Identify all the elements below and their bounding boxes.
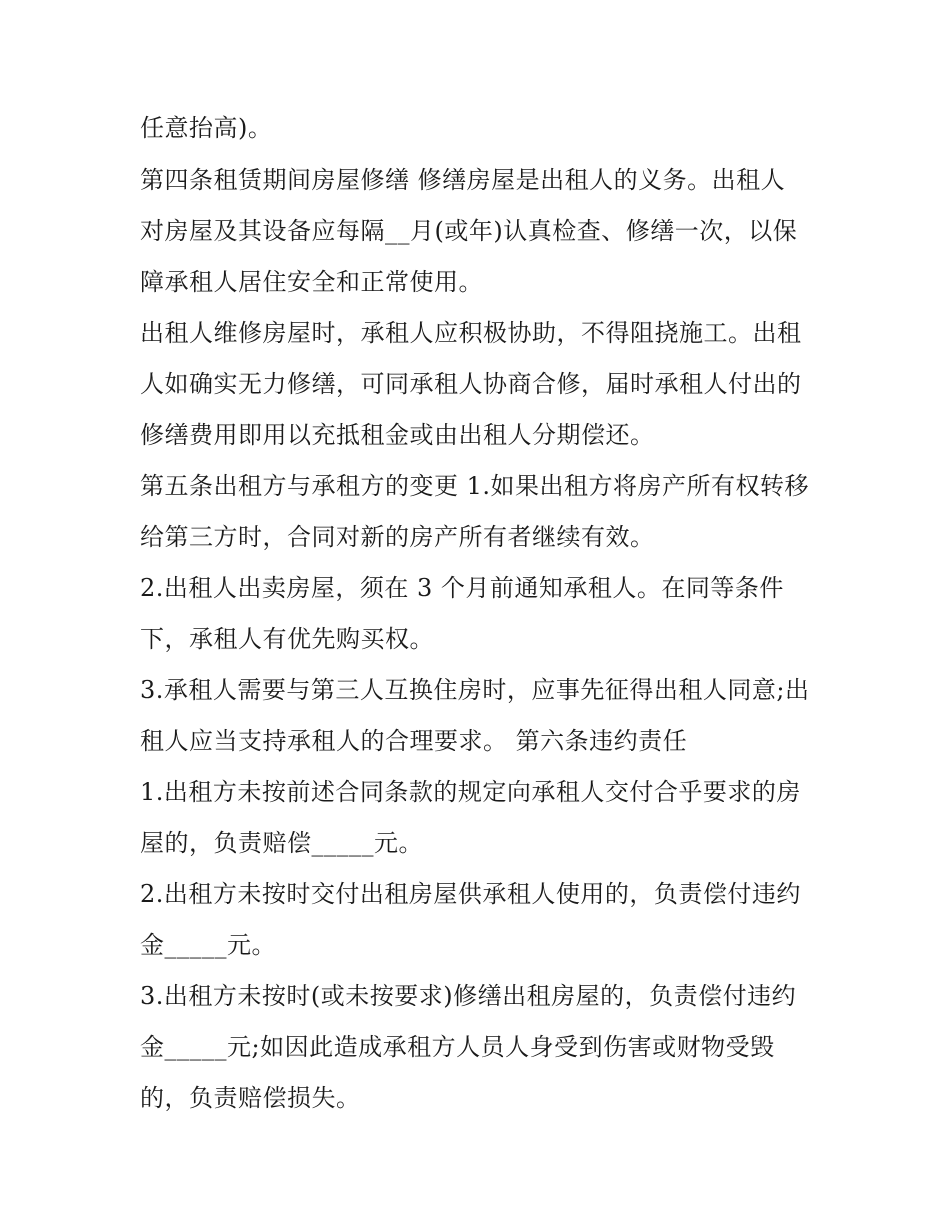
text-line: 金_____元。 bbox=[140, 931, 276, 959]
text-line: 任意抬高)。 bbox=[140, 114, 273, 142]
text-line: 屋的，负责赔偿_____元。 bbox=[140, 829, 423, 857]
text-line: 金_____元;如因此造成承租方人员人身受到伤害或财物受毁 bbox=[140, 1033, 775, 1061]
text-line: 租人应当支持承租人的合理要求。 第六条违约责任 bbox=[140, 727, 688, 755]
text-line: 3.出租方未按时(或未按要求)修缮出租房屋的，负责偿付违约 bbox=[140, 982, 797, 1010]
text-line: 出租人维修房屋时，承租人应积极协助，不得阻挠施工。出租 bbox=[140, 319, 802, 347]
text-line: 2.出租方未按时交付出租房屋供承租人使用的，负责偿付违约 bbox=[140, 880, 801, 908]
text-line: 对房屋及其设备应每隔__月(或年)认真检查、修缮一次，以保 bbox=[140, 217, 798, 245]
text-line: 的，负责赔偿损失。 bbox=[140, 1084, 361, 1112]
text-line: 人如确实无力修缮，可同承租人协商合修，届时承租人付出的 bbox=[140, 370, 802, 398]
text-line: 第四条租赁期间房屋修缮 修缮房屋是出租人的义务。出租人 bbox=[140, 166, 786, 194]
text-line: 给第三方时，合同对新的房产所有者继续有效。 bbox=[140, 523, 655, 551]
text-line: 3.承租人需要与第三人互换住房时，应事先征得出租人同意;出 bbox=[140, 676, 810, 704]
text-line: 下，承租人有优先购买权。 bbox=[140, 625, 434, 653]
text-line: 障承租人居住安全和正常使用。 bbox=[140, 268, 483, 296]
text-line: 第五条出租方与承租方的变更 1.如果出租方将房产所有权转移 bbox=[140, 472, 810, 500]
text-line: 2.出租人出卖房屋，须在 3 个月前通知承租人。在同等条件 bbox=[140, 574, 784, 602]
text-line: 修缮费用即用以充抵租金或由出租人分期偿还。 bbox=[140, 421, 655, 449]
text-line: 1.出租方未按前述合同条款的规定向承租人交付合乎要求的房 bbox=[140, 778, 801, 806]
